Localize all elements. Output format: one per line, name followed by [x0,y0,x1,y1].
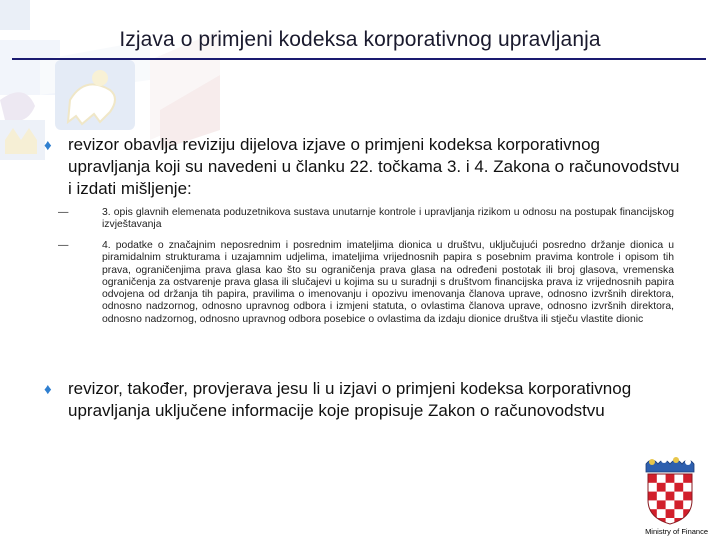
dash-marker: — [58,207,69,218]
bullet-text: revizor obavlja reviziju dijelova izjave o primjeni kodeksa korporativnog upravljanja koji su navedeni u članku 22. točkama 3. i 4. Zakona o računovodstvu i izdati mišljenje: [68,135,680,198]
bullet-item [44,378,684,422]
sub-item [58,240,674,326]
sub-item-text: 3. opis glavnih elemenata poduzetnikova sustava unutarnje kontrole i upravljanja rizikom u odnosu na postupak financijskog izvještavanja [102,207,674,231]
footer-ministry: Ministry of Finance [645,527,708,536]
diamond-bullet-icon: ♦ [44,381,52,398]
bullet-item [44,134,684,200]
page-title: Izjava o primjeni kodeksa korporativnog upravljanja [119,28,601,51]
bullet-text: revizor, također, provjerava jesu li u izjavi o primjeni kodeksa korporativnog upravljanja uključene informacije koje propisuje Zakon o računovodstvu [68,379,632,420]
croatian-coat-of-arms-logo [642,454,698,526]
sub-item-text: 4. podatke o značajnim neposrednim i posrednim imateljima dionica u društvu, uključujući posredno držanje dionica u piramidalnim strukturama i uzajamnim udjelima, imateljima vrijednosnih papira s posebnim pravima kontrole i opisom tih prava, ograničenjima prava glasa kao što su ograničenja prava glasa na određeni postotak ili broj glasova, vremenska ograničenja za ostvarenje prava glasa ili slučajevi u kojima su u suradnji s društvom financijska prava iz vrijednosnih papira odvojena od držanja tih papira, pravilima o imenovanju i opozivu imenovanja članova uprave, odnosno izvršnih direktora, odnosno nadzornog, odnosno upravnog odbora i izmjeni statuta, o ovlastima članova uprave, odnosno izvršnih direktora, odnosno nadzornog, odnosno upravnog odbora posebice o ovlastima da izdaju dionice društva ili stječu vlastite dionic [102,240,674,325]
sub-item [58,207,674,232]
dash-marker: — [58,240,69,251]
title-underline [12,58,706,60]
diamond-bullet-icon: ♦ [44,137,52,154]
